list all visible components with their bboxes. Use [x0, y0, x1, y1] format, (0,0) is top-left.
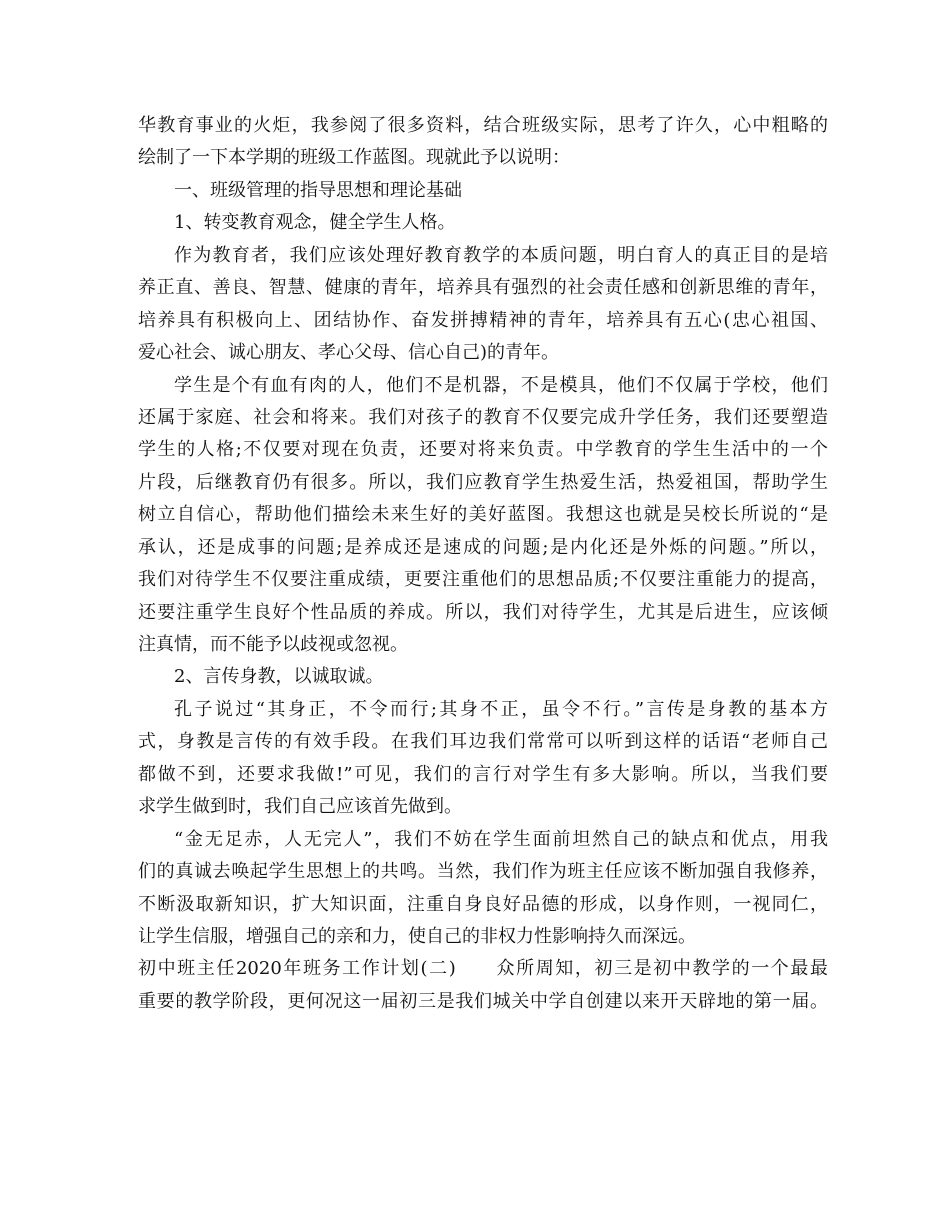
- text-line: 2、言传身教，以诚取诚。: [174, 666, 384, 688]
- text-line: 们的真诚去唤起学生思想上的共鸣。当然，我们作为班主任应该不断加强自我修养，: [138, 861, 828, 883]
- text-line: 华教育事业的火炬，我参阅了很多资料，结合班级实际，思考了许久，心中粗略的: [138, 115, 828, 136]
- text-line: 片段，后继教育仍有很多。所以，我们应教育学生热爱生活，热爱祖国，帮助学生: [138, 471, 828, 493]
- text-line: “金无足赤，人无完人”，我们不妨在学生面前坦然自己的缺点和优点，用我: [174, 828, 828, 850]
- text-line: 学生是个有血有肉的人，他们不是机器，不是模具，他们不仅属于学校，他们: [174, 374, 828, 396]
- text-line: 还属于家庭、社会和将来。我们对孩子的教育不仅要完成升学任务，我们还要塑造: [138, 406, 828, 428]
- text-line: 都做不到，还要求我做!”可见，我们的言行对学生有多大影响。所以，当我们要: [138, 763, 828, 785]
- text-line: 培养具有积极向上、团结协作、奋发拼搏精神的青年，培养具有五心(忠心祖国、: [138, 309, 828, 331]
- text-line: 初中班主任2020年班务工作计划(二) 众所周知，初三是初中教学的一个最最: [138, 958, 828, 980]
- text-line: 重要的教学阶段，更何况这一届初三是我们城关中学自创建以来开天辟地的第一届。: [138, 990, 828, 1012]
- text-line: 我们对待学生不仅要注重成绩，更要注重他们的思想品质;不仅要注重能力的提高，: [138, 569, 828, 591]
- text-line: 注真情，而不能予以歧视或忽视。: [138, 634, 408, 655]
- text-line: 1、转变教育观念，健全学生人格。: [174, 212, 456, 234]
- text-line: 绘制了一下本学期的班级工作蓝图。现就此予以说明：: [138, 147, 570, 169]
- text-line: 作为教育者，我们应该处理好教育教学的本质问题，明白育人的真正目的是培: [174, 244, 828, 266]
- text-line: 学生的人格;不仅要对现在负责，还要对将来负责。中学教育的学生生活中的一个: [138, 439, 828, 461]
- text-line: 式，身教是言传的有效手段。在我们耳边我们常常可以听到这样的话语“老师自己: [138, 731, 828, 753]
- text-line: 孔子说过“其身正，不令而行;其身不正，虽令不行。”言传是身教的基本方: [174, 698, 828, 720]
- text-line: 树立自信心，帮助他们描绘未来生好的美好蓝图。我想这也就是吴校长所说的“是: [138, 504, 828, 526]
- document-body: [138, 110, 828, 1018]
- text-line: 求学生做到时，我们自己应该首先做到。: [138, 796, 462, 818]
- text-line: 让学生信服，增强自己的亲和力，使自己的非权力性影响持久而深远。: [138, 925, 696, 947]
- text-line: 爱心社会、诚心朋友、孝心父母、信心自己)的青年。: [138, 342, 560, 364]
- text-line: 一、班级管理的指导思想和理论基础: [174, 179, 462, 201]
- text-line: 养正直、善良、智慧、健康的青年，培养具有强烈的社会责任感和创新思维的青年，: [138, 277, 828, 299]
- text-line: 承认，还是成事的问题;是养成还是速成的问题;是内化还是外烁的问题。”所以，: [138, 536, 828, 558]
- text-line: 还要注重学生良好个性品质的养成。所以，我们对待学生，尤其是后进生，应该倾: [138, 601, 828, 623]
- text-line: 不断汲取新知识，扩大知识面，注重自身良好品德的形成，以身作则，一视同仁，: [138, 893, 828, 915]
